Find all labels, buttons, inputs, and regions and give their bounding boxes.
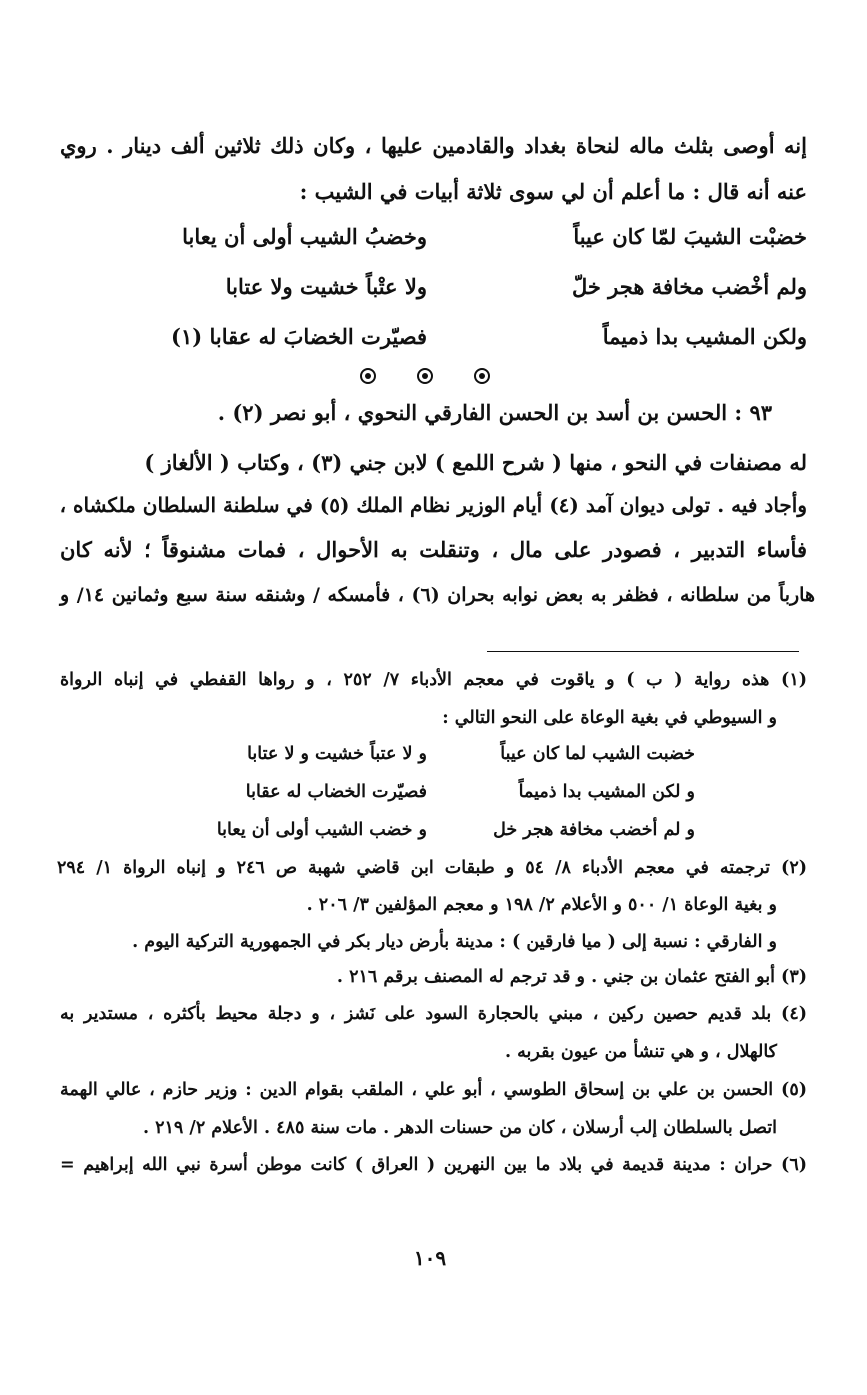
footnote-verse-1-second: و لا عتباً خشيت و لا عتابا <box>247 744 427 764</box>
verse-1-second-hemistich: وخضبُ الشيب أولى أن يعابا <box>182 224 427 249</box>
ornament-star-icon <box>474 368 490 384</box>
verse-2-second-hemistich: ولا عتْباً خشيت ولا عتابا <box>225 274 427 299</box>
footnote-2-line-2: و بغية الوعاة ١/ ٥٠٠ و الأعلام ٢/ ١٩٨ و معجم المؤلفين ٣/ ٢٠٦ . <box>306 895 777 915</box>
verse-1-first-hemistich: خضبْت الشيبَ لمّا كان عيباً <box>573 224 807 249</box>
entry-line-2: وأجاد فيه . تولى ديوان آمد (٤) أيام الوزير نظام الملك (٥) في سلطنة السلطان ملكشاه ، <box>59 493 807 517</box>
entry-line-4: هارباً من سلطانه ، فظفر به بعض نوابه بحران (٦) ، فأمسكه / وشنقه سنة سبع وثمانين ١٤/ و <box>60 584 815 606</box>
footnote-separator <box>487 651 799 652</box>
verse-3-second-hemistich: فصيّرت الخضابَ له عقابا (١) <box>171 324 427 349</box>
footnote-verse-2-second: فصيّرت الخضاب له عقابا <box>245 782 427 802</box>
body-line-2: عنه أنه قال : ما أعلم أن لي سوى ثلاثة أبيات في الشيب : <box>299 179 807 204</box>
entry-line-1: له مصنفات في النحو ، منها ( شرح اللمع ) لابن جني (٣) ، وكتاب ( الألغاز ) <box>144 450 807 475</box>
footnote-2-line-1: (٢) ترجمته في معجم الأدباء ٨/ ٥٤ و طبقات ابن قاضي شهبة ص ٢٤٦ و إنباه الرواة ١/ ٢٩٤ <box>57 858 808 878</box>
entry-line-3: فأساء التدبير ، فصودر على مال ، وتنقلت به الأحوال ، فمات مشنوقاً ؛ لأنه كان <box>60 537 807 562</box>
verse-3-first-hemistich: ولكن المشيب بدا ذميماً <box>602 324 807 349</box>
body-line-1: إنه أوصى بثلث ماله لنحاة بغداد والقادمين عليها ، وكان ذلك ثلاثين ألف دينار . روي <box>60 133 807 158</box>
footnote-4-line-2: كالهلال ، و هي تنشأ من عيون بقربه . <box>504 1042 777 1062</box>
ornament-star-icon <box>417 368 433 384</box>
footnote-verse-3-first: و لم أخضب مخافة هجر خل <box>493 820 695 840</box>
footnote-3: (٣) أبو الفتح عثمان بن جني . و قد ترجم له المصنف برقم ٢١٦ . <box>336 967 807 987</box>
footnote-verse-3-second: و خضب الشيب أولى أن يعابا <box>216 820 427 840</box>
ornament-star-icon <box>360 368 376 384</box>
footnote-4-line-1: (٤) بلد قديم حصين ركين ، مبني بالحجارة السود على نَشز ، و دجلة محيط بأكثره ، مستدير به <box>60 1004 807 1024</box>
section-separator-ornament <box>360 368 490 388</box>
footnote-1-line-1: (١) هذه رواية ( ب ) و ياقوت في معجم الأدباء ٧/ ٢٥٢ ، و رواها القفطي في إنباه الرواة <box>60 670 808 690</box>
footnote-5-line-2: اتصل بالسلطان إلب أرسلان ، كان من حسنات الدهر . مات سنة ٤٨٥ . الأعلام ٢/ ٢١٩ . <box>142 1118 777 1138</box>
page-number: ١٠٩ <box>413 1246 447 1270</box>
footnote-2-line-3: و الفارقي : نسبة إلى ( ميا فارقين ) : مدينة بأرض ديار بكر في الجمهورية التركية اليوم . <box>132 932 777 952</box>
entry-heading: ٩٣ : الحسن بن أسد بن الحسن الفارقي النحوي ، أبو نصر (٢) . <box>217 400 772 425</box>
footnote-1-line-2: و السيوطي في بغية الوعاة على النحو التالي : <box>442 708 777 728</box>
footnote-verse-2-first: و لكن المشيب بدا ذميماً <box>518 782 695 802</box>
footnote-6: (٦) حران : مدينة قديمة في بلاد ما بين النهرين ( العراق ) كانت موطن أسرة نبي الله إبراهيم = <box>60 1155 807 1175</box>
footnote-verse-1-first: خضبت الشيب لما كان عيباً <box>500 744 695 764</box>
verse-2-first-hemistich: ولم أخْضب مخافة هجر خلّ <box>571 274 807 299</box>
footnote-5-line-1: (٥) الحسن بن علي بن إسحاق الطوسي ، أبو علي ، الملقب بقوام الدين : وزير حازم ، عالي الهمة <box>60 1080 807 1100</box>
